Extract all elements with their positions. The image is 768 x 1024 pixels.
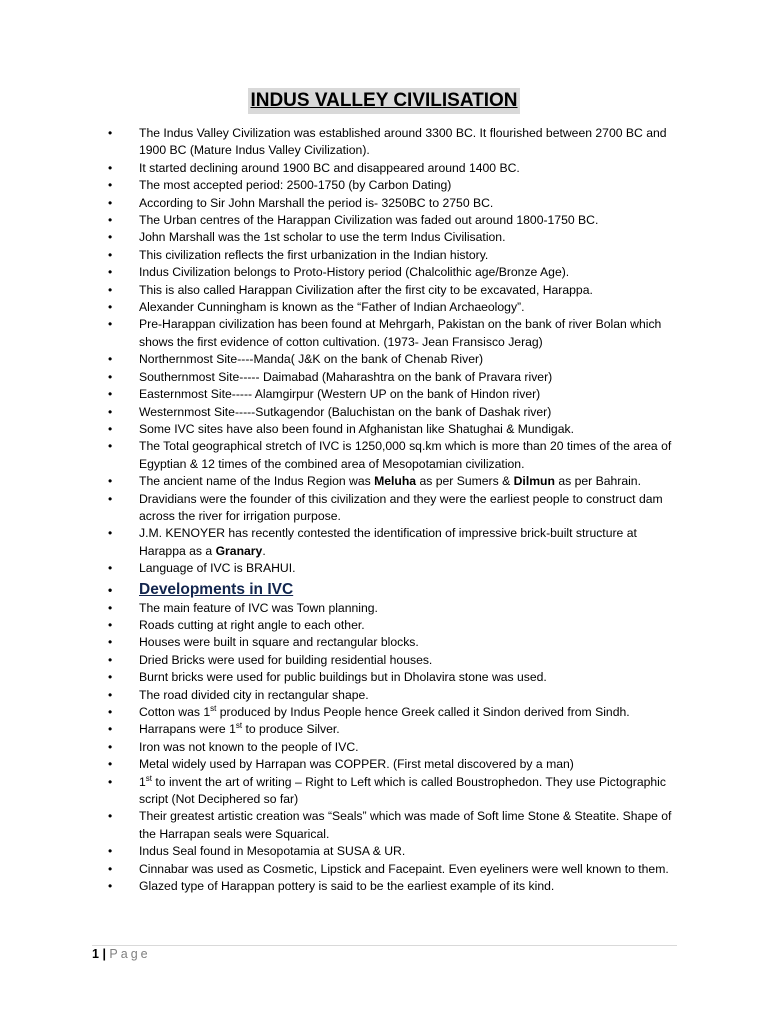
list-item: • The road divided city in rectangular shape. [108,687,674,704]
bullet-icon: • [108,195,113,210]
list-item-granary: • J.M. KENOYER has recently contested the identification of impressive brick-built structure at Harappa as a Granary. [108,526,637,558]
bullet-icon: • [108,582,113,597]
bullet-icon: • [108,844,113,859]
list-item-meluha: • The ancient name of the Indus Region was Meluha as per Sumers & Dilmun as per Bahrain. [108,473,674,490]
bullet-icon: • [108,160,113,175]
list-item: • Iron was not known to the people of IVC. [108,739,674,756]
list-item: • Alexander Cunningham is known as the “Father of Indian Archaeology”. [108,299,674,316]
list-item: • The most accepted period: 2500-1750 (by Carbon Dating) [108,177,674,194]
list-item: • Their greatest artistic creation was “Seals” which was made of Soft lime Stone & Steatite. Shape of the Harrapan seals were Squarical. [108,809,672,841]
bullet-icon: • [108,722,113,737]
bullet-icon: • [108,474,113,489]
bullet-icon: • [108,404,113,419]
list-item: • Southernmost Site----- Daimabad (Maharashtra on the bank of Pravara river) [108,369,674,386]
list-item: • Pre-Harappan civilization has been found at Mehrgarh, Pakistan on the bank of river Bolan which shows the first evidence of cotton cultivation. (1973- Jean Fransisco Jerag) [108,317,662,349]
section-heading: • Developments in IVC [108,578,674,600]
bullet-icon: • [108,213,113,228]
list-item-dravidians: • Dravidians were the founder of this civilization and they were the earliest people to construct dam across the river for irrigation purpose. [108,491,663,523]
bullet-icon: • [108,617,113,632]
list-item: • Easternmost Site----- Alamgirpur (Western UP on the bank of Hindon river) [108,386,674,403]
list-item: • Burnt bricks were used for public buildings but in Dholavira stone was used. [108,669,674,686]
bullet-icon: • [108,300,113,315]
list-item: • The Indus Valley Civilization was established around 3300 BC. It flourished between 2700 BC and 1900 BC (Mature Indus Valley Civilization). [108,126,667,158]
list-item: • According to Sir John Marshall the period is- 3250BC to 2750 BC. [108,195,674,212]
list-item-language: • Language of IVC is BRAHUI. [108,560,674,577]
footer-rule [92,945,677,946]
list-item: • Westernmost Site-----Sutkagendor (Baluchistan on the bank of Dashak river) [108,404,674,421]
bullet-icon: • [108,879,113,894]
list-item: • This civilization reflects the first urbanization in the Indian history. [108,247,674,264]
list-item: • The Urban centres of the Harappan Civilization was faded out around 1800-1750 BC. [108,212,674,229]
list-item: • Roads cutting at right angle to each other. [108,617,674,634]
bullet-icon: • [108,265,113,280]
bullet-icon: • [108,526,113,541]
bullet-icon: • [108,809,113,824]
bullet-icon: • [108,600,113,615]
bullet-icon: • [108,670,113,685]
bullet-icon: • [108,757,113,772]
bullet-icon: • [108,561,113,576]
bullet-icon: • [108,178,113,193]
list-item: • Indus Civilization belongs to Proto-History period (Chalcolithic age/Bronze Age). [108,264,674,281]
list-item: • Metal widely used by Harrapan was COPPER. (First metal discovered by a man) [108,756,674,773]
list-item: • The Total geographical stretch of IVC is 1250,000 sq.km which is more than 20 times of the area of Egyptian & 12 times of the combined area of Mesopotamian civilization. [108,439,672,471]
bullet-icon: • [108,439,113,454]
bullet-icon: • [108,126,113,140]
bullet-icon: • [108,491,113,506]
list-item: • It started declining around 1900 BC and disappeared around 1400 BC. [108,160,674,177]
list-item-silver: • Harrapans were 1st to produce Silver. [108,721,674,738]
list-item: • Indus Seal found in Mesopotamia at SUSA & UR. [108,843,674,860]
bullet-icon: • [108,705,113,719]
list-item: • John Marshall was the 1st scholar to use the term Indus Civilisation. [108,229,674,246]
bullet-icon: • [108,687,113,702]
bullet-icon: • [108,247,113,262]
list-item: • This is also called Harappan Civilization after the first city to be excavated, Harappa. [108,282,674,299]
bullet-icon: • [108,739,113,754]
list-item-cotton: • Cotton was 1st produced by Indus People hence Greek called it Sindon derived from Sindh. [108,704,674,721]
bullet-list [108,125,674,895]
list-item: • Some IVC sites have also been found in Afghanistan like Shatughai & Mundigak. [108,421,674,438]
list-item: • The main feature of IVC was Town planning. [108,600,674,617]
footer-separator: | [102,947,106,961]
document-title: INDUS VALLEY CIVILISATION [248,88,519,114]
bullet-icon: • [108,230,113,245]
list-item: • Houses were built in square and rectangular blocks. [108,634,674,651]
list-item: • Dried Bricks were used for building residential houses. [108,652,674,669]
list-item: • Glazed type of Harappan pottery is said to be the earliest example of its kind. [108,878,674,895]
bullet-icon: • [108,635,113,650]
bullet-icon: • [108,369,113,384]
bullet-icon: • [108,352,113,367]
list-item: • Northernmost Site----Manda( J&K on the bank of Chenab River) [108,351,674,368]
page-label: Page [109,947,151,961]
bullet-icon: • [108,774,113,789]
list-item: • Cinnabar was used as Cosmetic, Lipstick and Facepaint. Even eyeliners were well known to them. [108,861,674,878]
bullet-icon: • [108,861,113,876]
bullet-icon: • [108,282,113,297]
list-item-writing: • 1st to invent the art of writing – Right to Left which is called Boustrophedon. They use Pictographic script (Not Deciphered so far) [108,773,666,807]
bullet-icon: • [108,421,113,436]
document-title-wrap [0,88,768,114]
bullet-icon: • [108,317,113,332]
bullet-icon: • [108,387,113,402]
page-number: 1 [92,947,99,961]
page-footer [92,947,151,961]
bullet-icon: • [108,652,113,667]
